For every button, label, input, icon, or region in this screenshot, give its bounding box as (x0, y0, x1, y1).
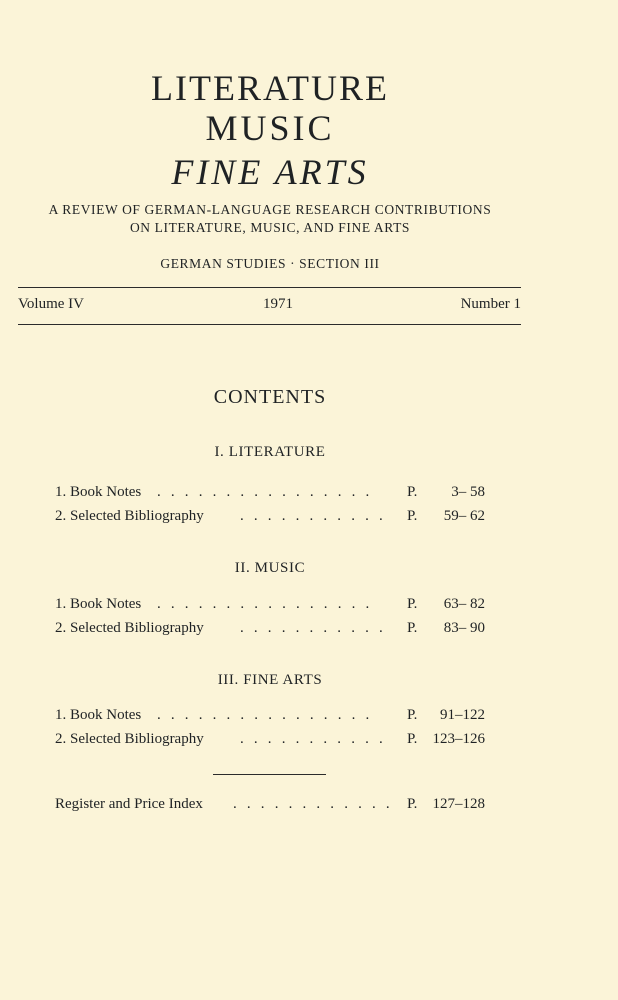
page-range: 83– 90 (443, 620, 485, 636)
number-label: Number 1 (460, 296, 521, 312)
toc-entry (55, 618, 485, 638)
page-range: 63– 82 (443, 596, 485, 612)
page-range: 59– 62 (443, 508, 485, 524)
page-range: 127–128 (432, 796, 485, 812)
section-title-fine-arts: III. FINE ARTS (217, 672, 323, 688)
page-prefix: P. (407, 707, 418, 723)
year-label: 1971 (263, 296, 293, 312)
subtitle-line-2: ON LITERATURE, MUSIC, AND FINE ARTS (129, 220, 411, 235)
toc-entry-label: 1. Book Notes (55, 596, 142, 612)
toc-entry (55, 594, 485, 614)
toc-entry (55, 729, 485, 749)
page-range: 3– 58 (451, 484, 485, 500)
volume-label: Volume IV (18, 296, 84, 312)
page-prefix: P. (407, 731, 418, 747)
leader-dots: . . . . . . . . . . . (240, 620, 386, 636)
leader-dots: . . . . . . . . . . . . . . . . (157, 484, 373, 500)
toc-entry (55, 482, 485, 502)
toc-entry-register (55, 794, 485, 814)
toc-entry-label: 2. Selected Bibliography (55, 620, 204, 636)
toc-entry-label: 1. Book Notes (55, 484, 142, 500)
subtitle-line-1: A REVIEW OF GERMAN-LANGUAGE RESEARCH CONTRIBUTIONS (48, 202, 492, 217)
title-fine-arts: FINE ARTS (171, 152, 369, 192)
divider-rule (213, 774, 326, 775)
leader-dots: . . . . . . . . . . . . . . . . (157, 707, 373, 723)
toc-entry (55, 705, 485, 725)
page-prefix: P. (407, 620, 418, 636)
section-title-literature: I. LITERATURE (214, 444, 326, 460)
series-label: GERMAN STUDIES · SECTION III (160, 256, 380, 271)
toc-entry-label: 1. Book Notes (55, 707, 142, 723)
title-music: MUSIC (205, 108, 335, 148)
section-title-music: II. MUSIC (234, 560, 306, 576)
page-prefix: P. (407, 508, 418, 524)
contents-heading: CONTENTS (213, 386, 327, 408)
page-range: 91–122 (440, 707, 485, 723)
leader-dots: . . . . . . . . . . . . (233, 796, 393, 812)
leader-dots: . . . . . . . . . . . (240, 508, 386, 524)
page-range: 123–126 (432, 731, 485, 747)
toc-entry-label: 2. Selected Bibliography (55, 731, 204, 747)
page-prefix: P. (407, 484, 418, 500)
toc-entry-label: Register and Price Index (55, 796, 203, 812)
bottom-rule (18, 324, 521, 325)
leader-dots: . . . . . . . . . . . . . . . . (157, 596, 373, 612)
toc-entry (55, 506, 485, 526)
title-literature: LITERATURE (151, 68, 389, 108)
top-rule (18, 287, 521, 288)
leader-dots: . . . . . . . . . . . (240, 731, 386, 747)
page-prefix: P. (407, 796, 418, 812)
toc-entry-label: 2. Selected Bibliography (55, 508, 204, 524)
page-prefix: P. (407, 596, 418, 612)
